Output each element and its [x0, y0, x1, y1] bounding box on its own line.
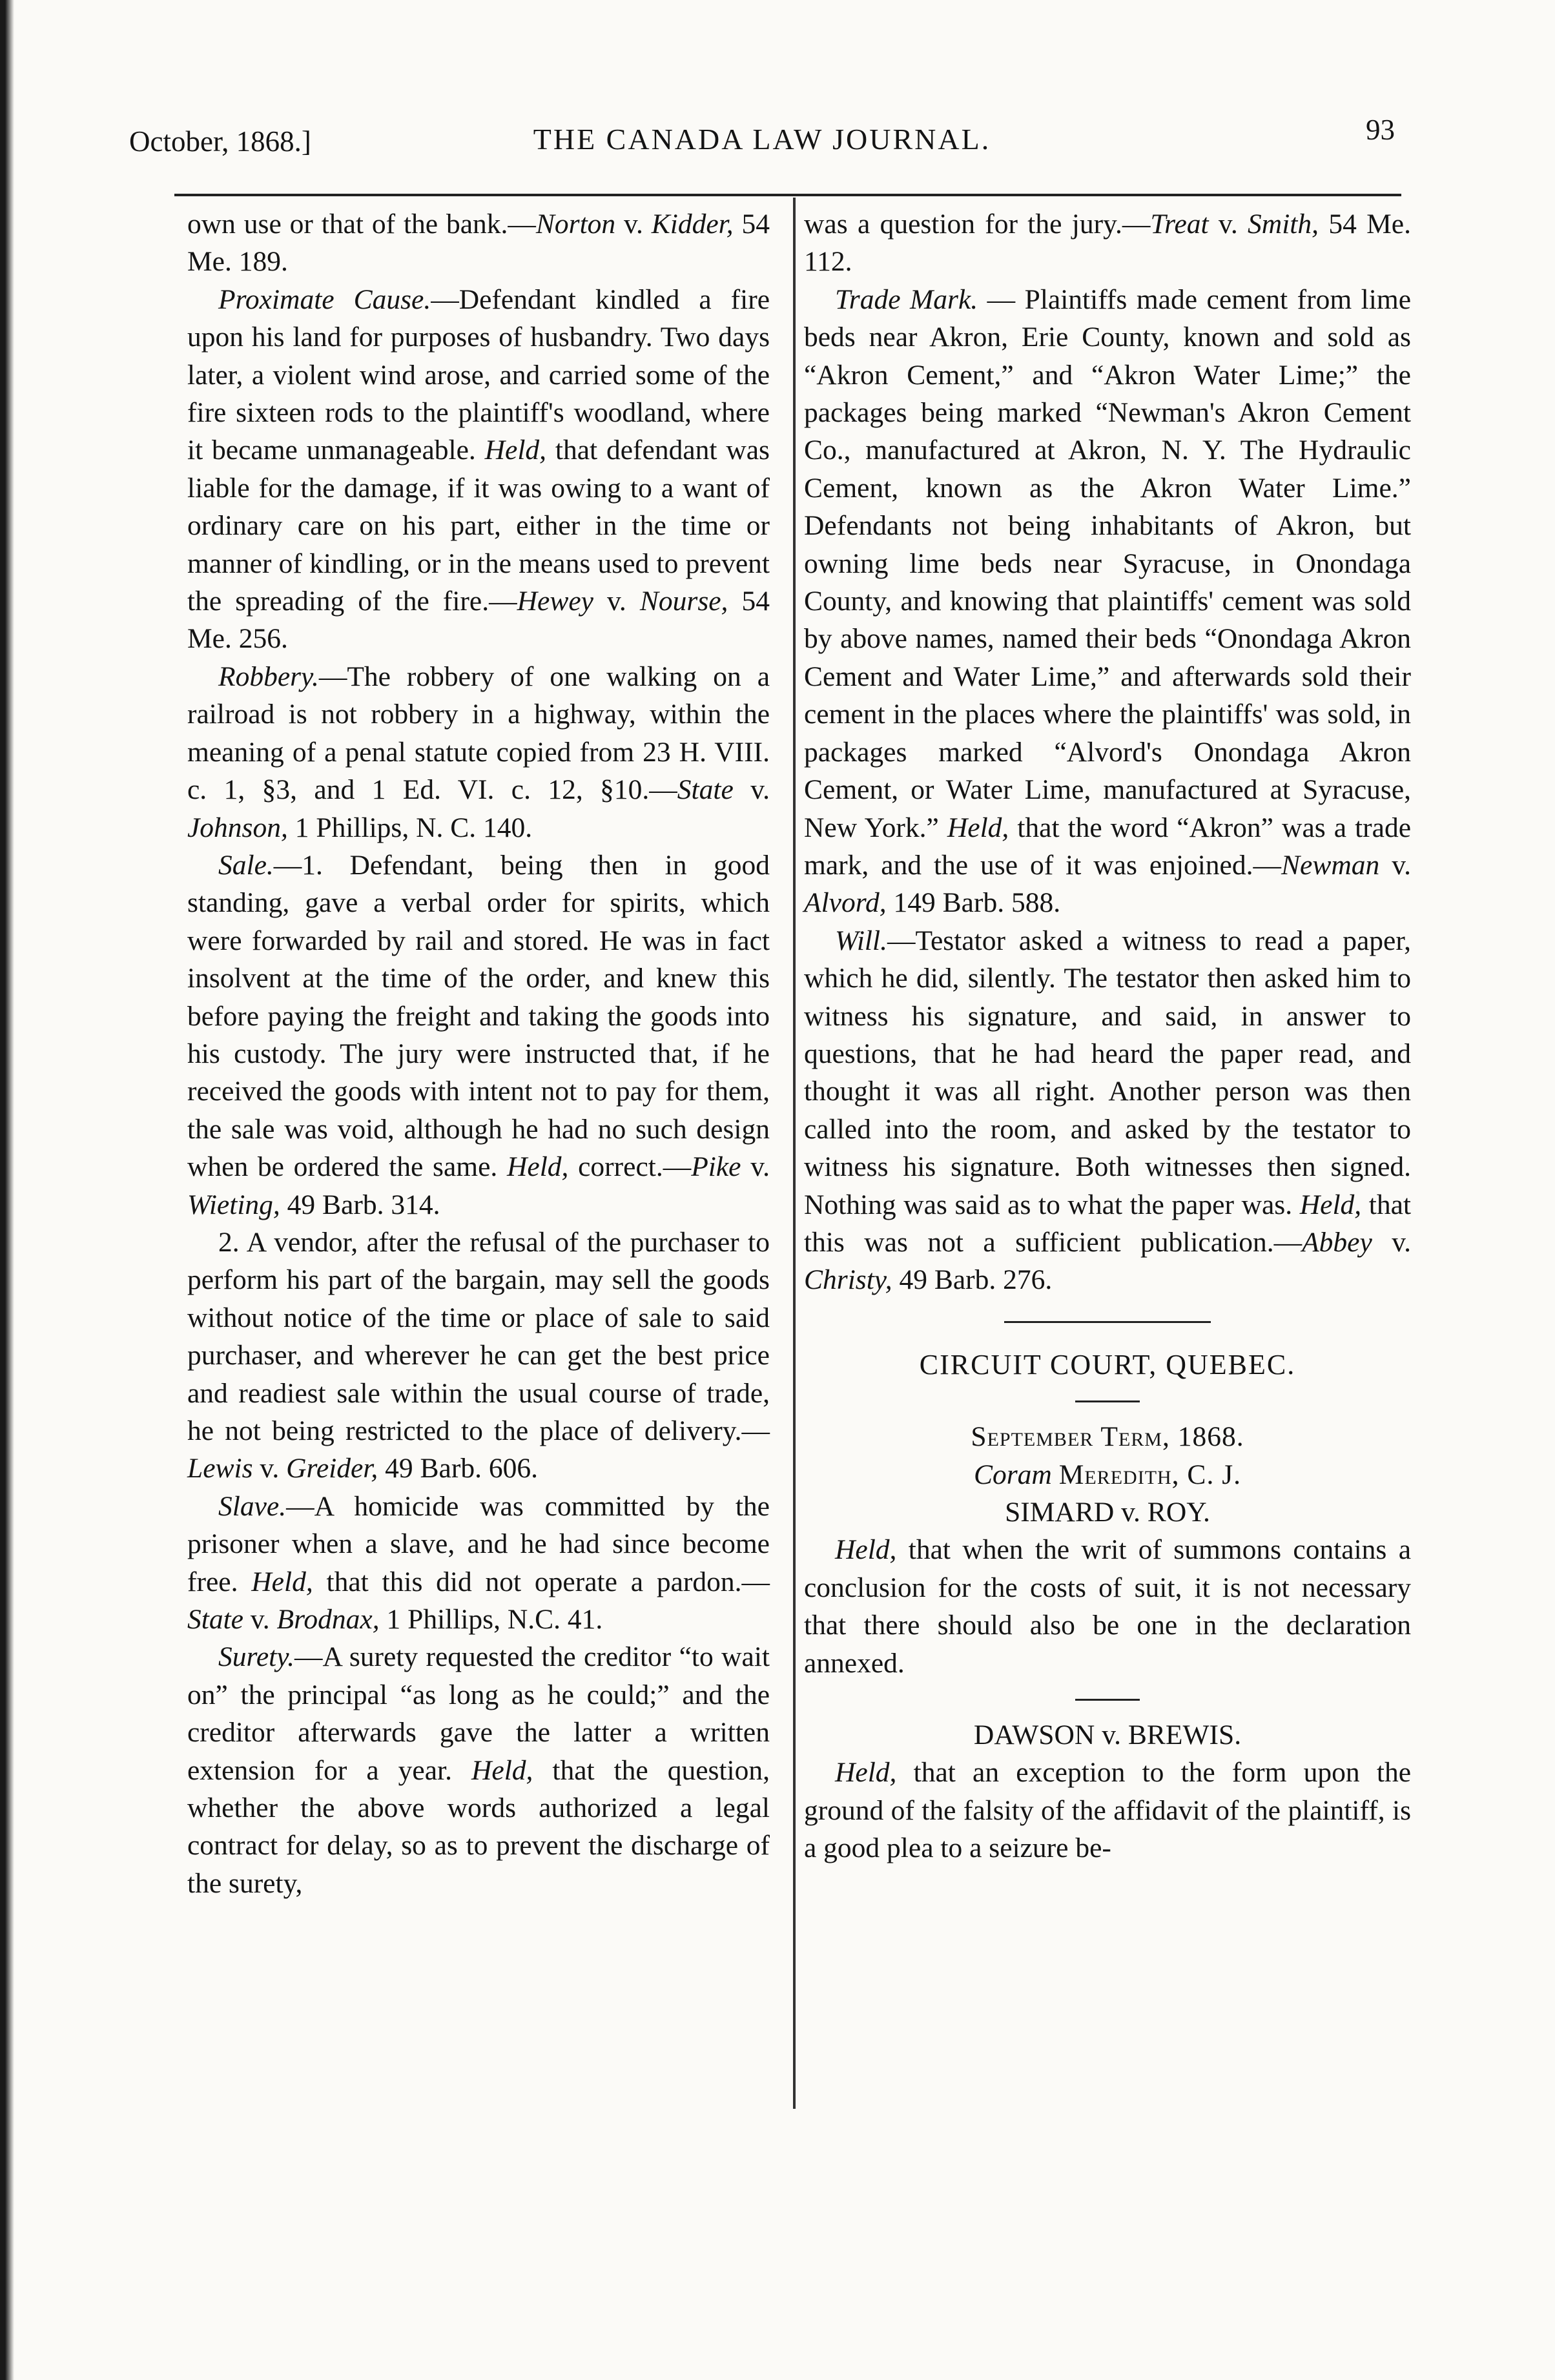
page-number: 93: [1366, 114, 1395, 146]
paragraph-trade-mark: Trade Mark. — Plaintiffs made cement from lime beds near Akron, Erie County, known and sold as “Akron Cement,” and “Akron Water Lime;” the packages being marked “Newman's Akron Cement Co., manufactured at Akron, N. Y. The Hydraulic Cement, known as the Akron Water Lime.” Defendants not being inhabitants of Akron, but owning lime beds near Syracuse, in Onondaga County, and knowing that plaintiffs' cement was sold by above names, named their beds “Onondaga Akron Cement and Water Lime,” and afterwards sold their cement in the places where the plaintiffs' was sold, in packages marked “Alvord's Onondaga Akron Cement, or Water Lime, manufactured at Syracuse, New York.” Held, that the word “Akron” was a trade mark, and the use of it was enjoined.—Newman v. Alvord, 149 Barb. 588.: [804, 283, 1412, 919]
paragraph-norton-kidder: own use or that of the bank.—Norton v. Kidder, 54 Me. 189.: [187, 209, 770, 278]
paragraph-will: Will.—Testator asked a witness to read a paper, which he did, silently. The testator then asked him to witness his signature, and said, in answer to questions, that he had heard the paper read, and thought it was all right. Another person was then called into the room, and asked by the testator to witness his signature. Both witnesses then signed. Nothing was said as to what the paper was. Held, that this was not a sufficient publication.—Abbey v. Christy, 49 Barb. 276.: [804, 925, 1411, 1296]
left-column: [187, 205, 770, 1902]
paragraph-proximate-cause: Proximate Cause.—Defendant kindled a fire upon his land for purposes of husbandry. Two days later, a violent wind arose, and carried some of the fire sixteen rods to the plaintiff's woodland, where it became unmanageable. Held, that defendant was liable for the damage, if it was owing to a want of ordinary care on his part, either in the time or manner of kindling, or in the means used to prevent the spreading of the fire.—Hewey v. Nourse, 54 Me. 256.: [187, 283, 770, 655]
term-line: September Term, 1868.: [971, 1421, 1244, 1453]
paragraph-slave: Slave.—A homicide was committed by the prisoner when a slave, and he had since become free. Held, that this did not operate a pardon.—State v. Brodnax, 1 Phillips, N.C. 41.: [187, 1490, 770, 1636]
right-column: [804, 205, 1411, 1867]
case-title-dawson-brewis: DAWSON v. BREWIS.: [973, 1719, 1242, 1751]
journal-title: THE CANADA LAW JOURNAL.: [533, 123, 991, 156]
coram-line: Coram Meredith, C. J.: [973, 1459, 1242, 1490]
paragraph-treat-smith: was a question for the jury.—Treat v. Smith, 54 Me. 112.: [804, 209, 1411, 278]
paragraph-surety: Surety.—A surety requested the creditor “to wait on” the principal “as long as he could;” and the creditor afterwards gave the latter a written extension for a year. Held, that the question, whether the above words authorized a legal contract for delay, so as to prevent the discharge of the surety,: [187, 1641, 770, 1899]
running-header: [129, 113, 1395, 171]
paragraph-robbery: Robbery.—The robbery of one walking on a railroad is not robbery in a highway, within the meaning of a penal statute copied from 23 H. VIII. c. 1, §3, and 1 Ed. VI. c. 12, §10.—State v. Johnson, 1 Phillips, N. C. 140.: [187, 661, 770, 843]
section-rule: [1004, 1321, 1211, 1323]
column-divider: [793, 198, 796, 2109]
paragraph-simard-roy: Held, that when the writ of summons contains a conclusion for the costs of suit, it is not necessary that there should also be one in the declaration annexed.: [804, 1534, 1411, 1679]
case-title-simard-roy: SIMARD v. ROY.: [1005, 1497, 1210, 1528]
paragraph-dawson-brewis: Held, that an exception to the form upon the ground of the falsity of the affidavit of the plaintiff, is a good plea to a seizure be-: [804, 1757, 1411, 1864]
header-rule: [174, 194, 1401, 196]
heading-rule: [1075, 1400, 1140, 1402]
case-separator-rule: [1075, 1699, 1140, 1701]
page-binding-edge: [0, 0, 14, 2380]
section-heading: CIRCUIT COURT, QUEBEC.: [919, 1348, 1296, 1380]
paragraph-sale-1: Sale.—1. Defendant, being then in good standing, gave a verbal order for spirits, which were forwarded by rail and stored. He was in fact insolvent at the time of the order, and knew this before paying the freight and taking the goods into his custody. The jury were instructed that, if he received the goods with intent not to pay for them, the sale was void, although he had no such design when be ordered the same. Held, correct.—Pike v. Wieting, 49 Barb. 314.: [187, 849, 770, 1220]
paragraph-sale-2: 2. A vendor, after the refusal of the purchaser to perform his part of the bargain, may sell the goods without notice of the time or place of sale to said purchaser, and wherever he can get the best price and readiest sale within the usual course of trade, he not being restricted to the place of delivery.—Lewis v. Greider, 49 Barb. 606.: [187, 1226, 770, 1484]
header-date: October, 1868.]: [129, 125, 311, 158]
